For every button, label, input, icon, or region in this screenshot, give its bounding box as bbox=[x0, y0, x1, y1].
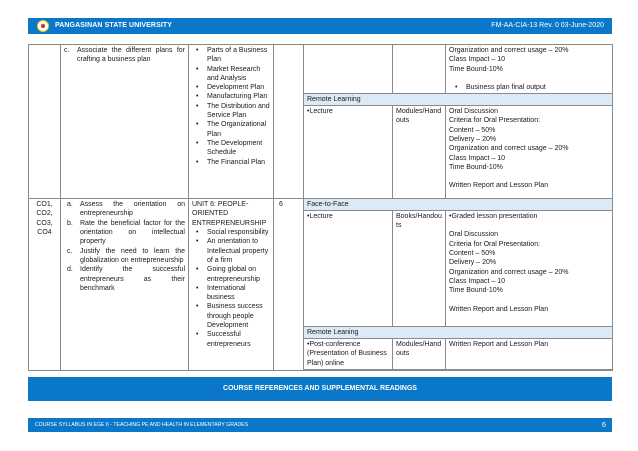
assessment-line: Criteria for Oral Presentation: bbox=[449, 240, 541, 248]
assessment-line: Class Impact – 10 bbox=[449, 154, 506, 162]
topic-item: • The Distribution and Service Plan bbox=[196, 102, 270, 121]
assessment-line: Criteria for Oral Presentation: bbox=[449, 117, 541, 125]
assessment-line: Organization and correct usage – 20% bbox=[449, 145, 569, 153]
outcome-text: Rate the beneficial factor for the orientation on intellectual property bbox=[80, 219, 185, 246]
assessment-line: Content – 50% bbox=[449, 126, 496, 134]
topic-item: • Business success through people Development bbox=[196, 302, 270, 330]
outcome-marker: b. bbox=[67, 219, 73, 227]
university-name: PANGASINAN STATE UNIVERSITY bbox=[55, 22, 173, 29]
topic-item: • The Development Schedule bbox=[196, 139, 270, 158]
row1-resources-top bbox=[393, 45, 446, 94]
row2-remote-assessment-lines bbox=[449, 340, 609, 349]
outcome-text: Assess the orientation on entrepreneurship bbox=[80, 201, 185, 218]
topic-item: • Going global on entrepreneurship bbox=[196, 265, 270, 284]
assessment-line bbox=[449, 221, 609, 230]
row1-assessment-top bbox=[446, 45, 613, 94]
assessment-line: Oral Discussion bbox=[449, 108, 499, 116]
topic-item: • The Organizational Plan bbox=[196, 120, 270, 139]
unit-title: UNIT 6: PEOPLE-ORIENTED ENTREPRENEURSHIP bbox=[192, 201, 267, 227]
course-outcome-code: CO2, bbox=[36, 210, 53, 218]
row1-remote-resources: Modules/Hand outs bbox=[393, 106, 446, 199]
page-number: 6 bbox=[601, 420, 606, 429]
row2-outcomes-cell bbox=[61, 199, 189, 371]
outcome-text: Associate the different plans for crafting a business plan bbox=[77, 47, 185, 64]
assessment-line: Time Bound-10% bbox=[449, 163, 503, 171]
assessment-line: •Graded lesson presentation bbox=[449, 213, 538, 221]
outcome-text: Justify the need to learn the globalization on entrepreneurship bbox=[80, 247, 185, 264]
assessment-line: Content – 50% bbox=[449, 250, 496, 258]
syllabus-table bbox=[28, 44, 613, 371]
row2-f2f-assessment bbox=[446, 211, 613, 327]
row2-remote-assessment bbox=[446, 339, 613, 370]
footer-course-title: COURSE SYLLABUS IN EGE 6 - TEACHING PE AND HEALTH IN ELEMENTARY GRADES bbox=[35, 422, 249, 428]
assessment-line: Class Impact – 10 bbox=[449, 277, 506, 285]
assessment-line: Written Report and Lesson Plan bbox=[449, 305, 549, 313]
row2-hours-cell: 6 bbox=[274, 199, 304, 371]
outcome-marker: d. bbox=[67, 266, 73, 274]
outcome-marker: a. bbox=[67, 201, 73, 209]
remote-leaning-label: Remote Leaning bbox=[304, 327, 613, 339]
topic-item: • The Financial Plan bbox=[196, 158, 270, 167]
learning-outcome-item bbox=[64, 46, 185, 65]
learning-outcome-item bbox=[67, 247, 185, 266]
course-references-banner: COURSE REFERENCES AND SUPPLEMENTAL READINGS bbox=[28, 377, 612, 401]
assessment-line: Delivery – 20% bbox=[449, 259, 497, 267]
topic-item: • Development Plan bbox=[196, 83, 270, 92]
learning-outcome-item bbox=[67, 265, 185, 293]
topic-item: • Market Research and Analysis bbox=[196, 65, 270, 84]
topic-item: • Social responsibility bbox=[196, 228, 270, 237]
topic-item: • Parts of a Business Plan bbox=[196, 46, 270, 65]
row1-activity-top bbox=[304, 45, 393, 94]
learning-outcome-item bbox=[67, 219, 185, 247]
row2-topic-list bbox=[192, 228, 270, 349]
row2-f2f-assessment-lines bbox=[449, 212, 609, 314]
row1-topics-cell bbox=[189, 45, 274, 199]
topic-item: • International business bbox=[196, 284, 270, 303]
row1-main bbox=[29, 45, 613, 94]
assessment-line: Organization and correct usage – 20% bbox=[449, 268, 569, 276]
row1-outcome-list bbox=[64, 46, 185, 65]
header-bar bbox=[28, 18, 612, 34]
row2-f2f-activity: •Lecture bbox=[304, 211, 393, 327]
row2-co-cell bbox=[29, 199, 61, 371]
row1-remote-assessment bbox=[446, 106, 613, 199]
row2-f2f-header bbox=[29, 199, 613, 211]
topic-item: • Manufacturing Plan bbox=[196, 92, 270, 101]
footer-bar bbox=[28, 418, 612, 432]
row1-outcomes-cell bbox=[61, 45, 189, 199]
row1-co-cell bbox=[29, 45, 61, 199]
document-code: FM-AA-CIA-13 Rev. 0 03-June-2020 bbox=[491, 22, 604, 29]
assessment-line: Time Bound-10% bbox=[449, 65, 503, 73]
row2-outcome-list bbox=[67, 200, 185, 293]
assessment-line bbox=[449, 172, 609, 181]
course-outcome-code: CO4 bbox=[37, 229, 52, 237]
course-outcome-code: CO3, bbox=[36, 219, 53, 227]
assessment-line: Oral Discussion bbox=[449, 231, 499, 239]
outcome-marker: c. bbox=[64, 47, 70, 54]
course-outcome-code: CO1, bbox=[36, 201, 53, 209]
course-outcome-codes bbox=[32, 200, 57, 237]
row2-remote-activity: •Post-conference (Presentation of Business Plan) online bbox=[304, 339, 393, 370]
outcome-marker: c. bbox=[67, 247, 73, 255]
learning-outcome-item bbox=[67, 200, 185, 219]
row1-remote-assessment-lines bbox=[449, 107, 609, 190]
row1-topic-list bbox=[192, 46, 270, 167]
assessment-line: Class Impact – 10 bbox=[449, 56, 506, 64]
row2-f2f-resources: Books/Handou ts bbox=[393, 211, 446, 327]
row2-topics-cell bbox=[189, 199, 274, 371]
university-seal-icon bbox=[37, 20, 49, 32]
assessment-line: Time Bound-10% bbox=[449, 287, 503, 295]
row1-hours-cell bbox=[274, 45, 304, 199]
face-to-face-label: Face-to-Face bbox=[304, 199, 613, 211]
assessment-line: Delivery – 20% bbox=[449, 136, 497, 144]
assessment-line: Organization and correct usage – 20% bbox=[449, 47, 569, 54]
row1-remote-activity: •Lecture bbox=[304, 106, 393, 199]
assessment-line: Written Report and Lesson Plan bbox=[449, 341, 549, 349]
assessment-bullet: • Business plan final output bbox=[455, 83, 609, 92]
assessment-line: Written Report and Lesson Plan bbox=[449, 182, 549, 190]
remote-learning-label: Remote Learning bbox=[304, 94, 613, 106]
row2-remote-resources: Modules/Hand outs bbox=[393, 339, 446, 370]
outcome-text: Identify the successful entrepreneurs as their benchmark bbox=[80, 266, 185, 292]
topic-item: • Successful entrepreneurs bbox=[196, 330, 270, 349]
row1-top-assessment-lines bbox=[449, 46, 609, 74]
row2-filler-cell bbox=[304, 370, 613, 371]
assessment-line bbox=[449, 296, 609, 305]
topic-item: • An orientation to Intellectual property of a firm bbox=[196, 237, 270, 265]
